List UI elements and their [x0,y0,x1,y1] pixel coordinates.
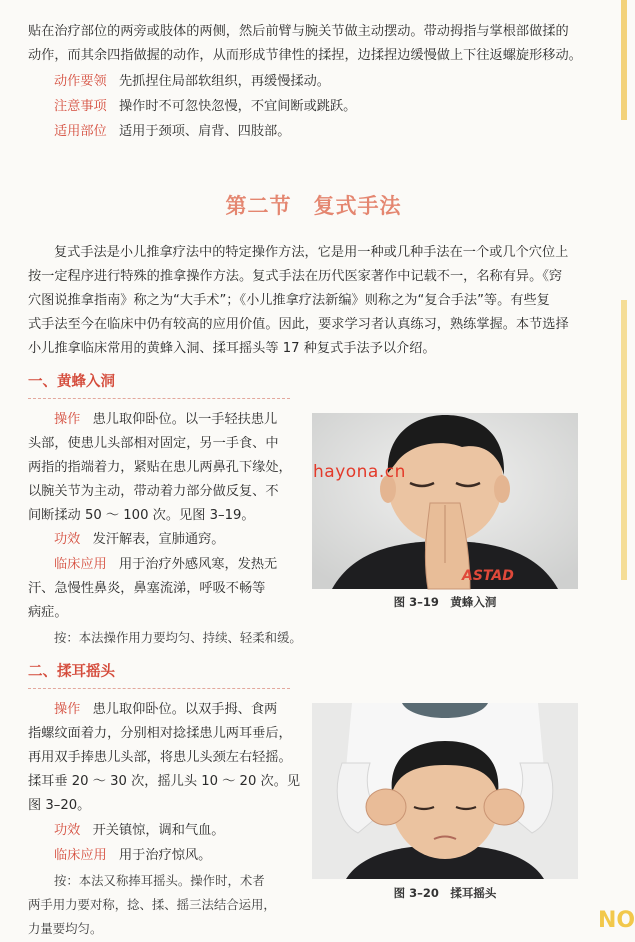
effect-text: 发汗解表，宣肺通窍。 [92,532,225,547]
section-para-line: 穴图说推拿指南》称之为“大手术”；《小儿推拿疗法新编》则称之为“复合手法”等。有些复 [28,293,550,308]
op-text: 患儿取仰卧位。以双手拇、食两 [92,702,278,717]
item2-op-line: 再用双手捧患儿头部，将患儿头颈左右轻摇。 [28,750,292,765]
item2-op-line [54,700,277,720]
intro-line-1: 贴在治疗部位的两旁或肢体的两侧，然后前臂与腕关节做主动摆动。带动拇指与掌根部做揉的 [28,24,569,39]
item1-op-line: 两指的指端着力，紧贴在患儿两鼻孔下缘处， [28,460,292,475]
section-para-line: 小儿推拿临床常用的黄蜂入洞、揉耳摇头等 17 种复式手法予以介绍。 [28,341,436,356]
item1-clinic [54,555,277,575]
section-para-line: 按一定程序进行特殊的推拿操作方法。复式手法在历代医家著作中记载不一，名称有异。《窍 [28,269,563,284]
point-action [54,72,330,92]
item2-op-line: 揉耳垂 20 ～ 30 次，摇儿头 10 ～ 20 次。见 [28,774,301,789]
clinic-label: 临床应用 [54,557,107,572]
point-text: 先抓捏住局部软组织，再缓慢揉动。 [118,74,330,89]
effect-label: 功效 [54,532,81,547]
clinic-text: 用于治疗外感风寒，发热无 [118,557,278,572]
clinic-text: 用于治疗惊风。 [118,848,212,863]
item1-title: 一、黄蜂入洞 [28,374,115,390]
item1-op-line: 间断揉动 50 ～ 100 次。见图 3–19。 [28,508,255,523]
point-caution [54,97,356,117]
item1-op-line: 头部，使患儿头部相对固定，另一手食、中 [28,436,279,451]
edge-tab [621,0,627,120]
edge-tab [621,300,627,580]
effect-text: 开关镇惊，调和气血。 [92,823,225,838]
item2-effect [54,821,224,841]
figure-3-19-caption: 图 3–19 黄蜂入洞 [393,595,497,609]
figure-3-20-photo [312,703,578,879]
clinic-label: 临床应用 [54,848,107,863]
item2-note-line: 力量要均匀。 [28,921,103,936]
item2-note-line: 按：本法又称捧耳摇头。操作时，术者 [54,873,265,888]
point-label: 注意事项 [54,99,107,114]
shirt-print: ASTAD [462,568,514,584]
item2-op-line: 指螺纹面着力，分别相对捻揉患儿两耳垂后， [28,726,292,741]
item2-clinic [54,846,211,866]
point-scope [54,122,290,142]
item2-title-rule [28,688,290,690]
item1-note: 按：本法操作用力要均匀、持续、轻柔和缓。 [54,630,302,645]
section-title: 第二节 复式手法 [225,194,402,218]
child-ear-photo-icon [312,703,578,879]
point-text: 操作时不可忽快忽慢，不宜间断或跳跃。 [118,99,357,114]
op-label: 操作 [54,412,81,427]
section-para-line: 复式手法是小儿推拿疗法中的特定操作方法，它是用一种或几种手法在一个或几个穴位上 [54,245,569,260]
item2-title: 二、揉耳摇头 [28,664,115,680]
item1-clinic-line: 汗、急慢性鼻炎，鼻塞流涕，呼吸不畅等 [28,581,266,596]
item1-op-line: 以腕关节为主动，带动着力部分做反复、不 [28,484,279,499]
item1-clinic-line: 病症。 [28,605,68,620]
point-label: 适用部位 [54,124,107,139]
figure-3-19-photo [312,413,578,589]
item1-op-line [54,410,277,430]
op-text: 患儿取仰卧位。以一手轻扶患儿 [92,412,278,427]
figure-3-20-caption: 图 3–20 揉耳摇头 [393,886,497,900]
op-label: 操作 [54,702,81,717]
effect-label: 功效 [54,823,81,838]
item2-op-line: 图 3–20。 [28,798,91,813]
point-label: 动作要领 [54,74,107,89]
item2-note-line: 两手用力要对称，捻、揉、摇三法结合运用， [28,897,276,912]
watermark-text: hayona.cn [313,462,406,482]
point-text: 适用于颈项、肩背、四肢部。 [118,124,291,139]
intro-line-2: 动作，而其余四指做握的动作，从而形成节律性的揉捏，边揉捏边缓慢做上下往返螺旋形移动。 [28,48,582,63]
section-para-line: 式手法至今在临床中仍有较高的应用价值。因此，要求学习者认真练习，熟练掌握。本节选择 [28,317,569,332]
child-nose-photo-icon [312,413,578,589]
corner-brand: NO [598,908,635,933]
item1-effect [54,530,224,550]
item1-title-rule [28,398,290,400]
